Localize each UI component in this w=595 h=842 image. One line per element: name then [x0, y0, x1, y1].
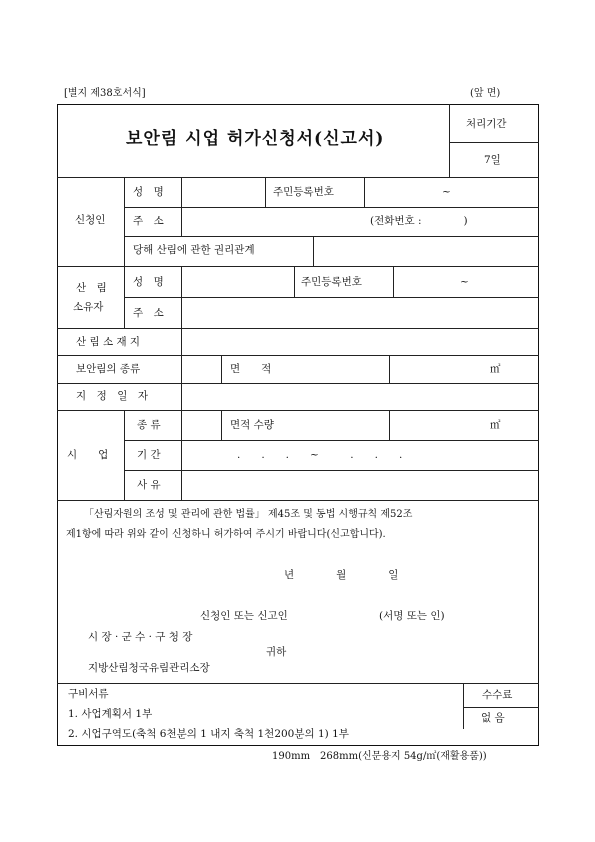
designation-date-label: 지 정 일 자 — [76, 390, 149, 402]
applicant-section-label: 신청인 — [75, 214, 106, 226]
applicant-rrn-separator: ~ — [442, 186, 451, 198]
operation-section-label: 시 업 — [67, 449, 109, 461]
forest-location-field[interactable] — [182, 329, 538, 354]
processing-period-label: 처리기간 — [466, 118, 507, 130]
owner-rrn-separator: ~ — [460, 276, 469, 288]
rights-label: 당해 산림에 관한 권리관계 — [133, 244, 255, 256]
processing-period-value: 7일 — [484, 154, 501, 166]
operation-kind-field[interactable] — [182, 411, 220, 439]
applicant-name-label: 성 명 — [133, 186, 164, 198]
applicant-name-field[interactable] — [182, 178, 264, 206]
applicant-phone-label: (전화번호 : ) — [370, 215, 468, 227]
recipient-forest-office: 지방산림청국유림관리소장 — [88, 662, 210, 674]
honorific: 귀하 — [266, 646, 287, 658]
fee-label: 수수료 — [482, 689, 513, 701]
attachment-item-2: 2. 시업구역도(축척 6천분의 1 내지 축척 1천200분의 1) 1부 — [68, 728, 349, 740]
owner-rrn-label: 주민등록번호 — [301, 276, 362, 288]
signer-label: 신청인 또는 신고인 — [200, 610, 288, 622]
forest-location-label: 산 림 소 재 지 — [76, 336, 141, 348]
operation-area-field[interactable] — [390, 411, 538, 439]
rights-field[interactable] — [314, 237, 538, 265]
operation-period-value[interactable]: . . . ~ . . . — [237, 449, 403, 461]
statement-line-1: 「산림자원의 조성 및 관리에 관한 법률」 제45조 및 동법 시행규칙 제52조 — [84, 509, 413, 520]
applicant-address-field[interactable] — [182, 208, 362, 235]
forest-area-field[interactable] — [390, 356, 538, 382]
forest-type-label: 보안림의 종류 — [76, 363, 141, 375]
forest-area-unit: ㎡ — [490, 363, 501, 375]
applicant-rrn-label: 주민등록번호 — [273, 186, 334, 198]
owner-name-label: 성 명 — [133, 276, 164, 288]
operation-area-qty-label: 면적 수량 — [230, 419, 274, 431]
forest-area-label: 면 적 — [230, 363, 272, 375]
operation-reason-field[interactable] — [182, 471, 538, 499]
operation-area-unit: ㎡ — [490, 419, 501, 431]
applicant-address-label: 주 소 — [133, 215, 164, 227]
statement-line-2: 제1항에 따라 위와 같이 신청하니 허가하여 주시기 바랍니다(신고합니다). — [66, 529, 386, 540]
designation-date-field[interactable] — [182, 384, 538, 409]
operation-period-label: 기 간 — [137, 449, 161, 461]
operation-reason-label: 사 유 — [137, 479, 161, 491]
owner-section-label-1: 산 림 — [76, 282, 107, 294]
fee-value: 없 음 — [481, 712, 505, 724]
owner-section-label-2: 소유자 — [73, 301, 104, 313]
page-side-label: (앞 면) — [470, 88, 501, 99]
attachments-title: 구비서류 — [68, 688, 109, 700]
attachment-item-1: 1. 사업계획서 1부 — [68, 708, 153, 720]
recipient-mayor: 시 장 · 군 수 · 구 청 장 — [88, 631, 193, 643]
paper-spec: 190mm 268mm(신문용지 54g/㎡(재활용품)) — [272, 751, 487, 762]
form-number: [별지 제38호서식] — [64, 88, 146, 99]
owner-name-field[interactable] — [182, 267, 293, 296]
operation-kind-label: 종 류 — [137, 419, 161, 431]
form-title: 보안림 시업 허가신청서(신고서) — [126, 129, 385, 149]
signature-note[interactable]: (서명 또는 인) — [379, 610, 445, 622]
owner-address-label: 주 소 — [133, 307, 164, 319]
forest-type-field[interactable] — [182, 356, 220, 382]
owner-address-field[interactable] — [182, 298, 538, 327]
application-date[interactable]: 년 월 일 — [284, 569, 399, 581]
